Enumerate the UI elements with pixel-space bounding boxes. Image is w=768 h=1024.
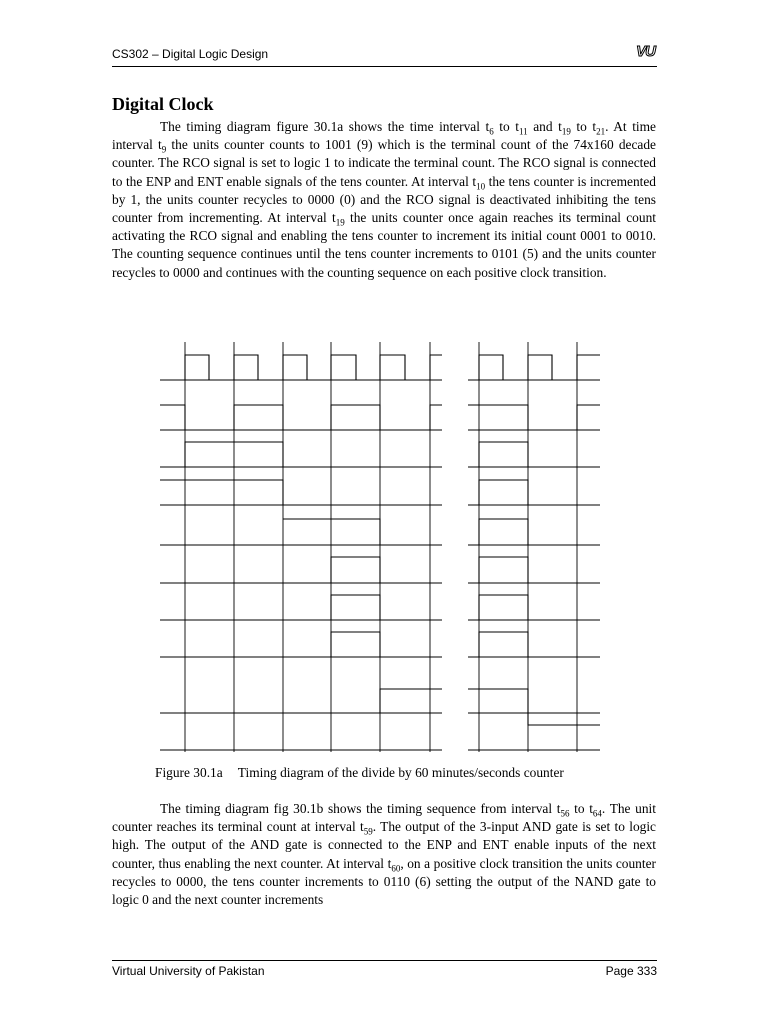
tens-bit-b-waveform: [283, 519, 442, 545]
section-heading: Digital Clock: [112, 94, 214, 114]
subscript: 9: [161, 144, 167, 155]
vu-logo: VU: [636, 43, 655, 60]
enable-c-waveform-right: [468, 632, 600, 657]
page-header: [112, 44, 657, 67]
subscript: 60: [391, 863, 401, 874]
timing-gridlines: [160, 342, 600, 752]
course-title: CS302 – Digital Logic Design: [112, 47, 269, 61]
enable-a-waveform-right: [468, 557, 600, 583]
subscript: 6: [489, 126, 494, 137]
rco-waveform: [160, 442, 442, 467]
figure-caption-text: Timing diagram of the divide by 60 minutes/seconds counter: [237, 765, 564, 780]
clock-waveform-right: [468, 355, 600, 380]
enable-b-waveform-right: [468, 595, 600, 620]
enable-c-waveform: [160, 632, 442, 657]
enable-a-waveform: [160, 557, 442, 583]
subscript: 21: [596, 126, 606, 137]
figure-caption: [155, 765, 564, 781]
footer-institution: Virtual University of Pakistan: [112, 964, 265, 978]
figure-number: Figure 30.1a: [155, 765, 223, 780]
subscript: 10: [476, 181, 486, 192]
paragraph-2: The timing diagram fig 30.1b shows the timing sequence from interval $t_{56}$ to $t_{64}$. The unit counter reaches its terminal count at interval $t_{59}$. The output of the 3-input AND gate is set to logic high. The output of the AND gate is connected to the ENP and ENT enable inputs of the next counter, thus enabling the next counter. At interval $t_{60}$, on a positive clock transition the units counter recycles to 0000, the tens counter increments to 0110 (6) setting the output of the NAND gate to logic 0 and the next counter increments: [112, 801, 656, 908]
page-footer: [112, 960, 657, 979]
footer-page-number: Page 333: [605, 964, 657, 978]
subscript: 11: [519, 126, 528, 137]
tens-bit-a-waveform: [160, 480, 442, 505]
subscript: 19: [561, 126, 571, 137]
clock-waveform: [160, 355, 442, 380]
divided-clock-waveform: [160, 405, 442, 430]
paragraph-1: The timing diagram figure 30.1a shows the time interval $t_6$ to $t_{11}$ and $t_{19}$ to $t_{21}$. At time interval $t_9$ the units counter counts to 1001 (9) which is the terminal count of the 74x160 decade counter. The RCO signal is set to logic 1 to indicate the terminal count. The RCO signal is connected to the ENP and ENT enable signals of the tens counter. At interval $t_{10}$ the tens counter is incremented by 1, the units counter recycles to 0000 (0) and the RCO signal is deactivated inhibiting the tens counter from incrementing. At interval $t_{19}$ the units counter once again reaches its terminal count activating the RCO signal and enabling the tens counter to increment its initial count 0001 to 0010. The counting sequence continues until the tens counter increments to 0101 (5) and the units counter recycles to 0000 and continues with the counting sequence on each positive clock transition.: [112, 119, 657, 280]
tens-bit-c-waveform-right: [468, 689, 600, 725]
subscript: 59: [363, 826, 373, 837]
rco-waveform-right: [468, 442, 600, 467]
tens-bit-c-waveform: [160, 689, 442, 713]
tens-bit-b-waveform-right: [468, 519, 600, 545]
timing-waveforms: [160, 355, 600, 725]
tens-bit-a-waveform-right: [468, 480, 600, 505]
subscript: 19: [335, 217, 345, 228]
subscript: 56: [560, 808, 570, 819]
enable-b-waveform: [160, 595, 442, 620]
divided-clock-waveform-right: [468, 405, 600, 430]
subscript: 64: [592, 808, 602, 819]
